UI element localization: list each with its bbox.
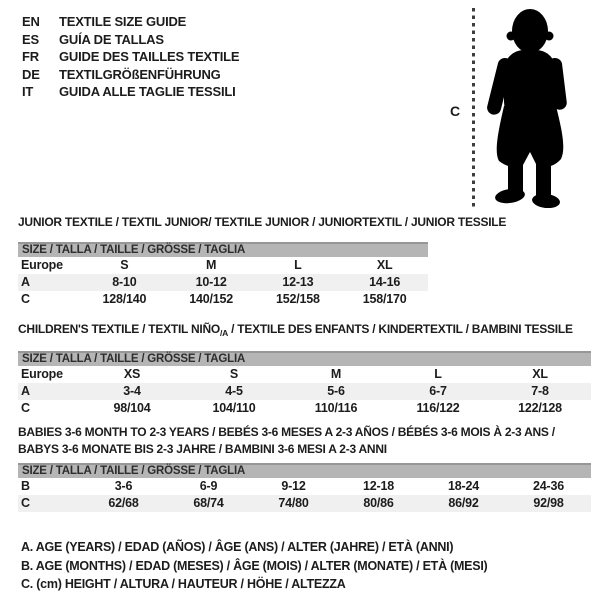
children-size-table xyxy=(18,351,591,417)
table-cell: 4-5 xyxy=(225,384,243,398)
toddler-silhouette-icon xyxy=(484,6,586,208)
language-row-es xyxy=(22,31,239,49)
section-title-text: CHILDREN'S TEXTILE / TEXTIL NIÑO xyxy=(18,322,220,336)
table-cell: 7-8 xyxy=(531,384,549,398)
section-title-babies xyxy=(18,424,555,458)
table-cell: 80/86 xyxy=(363,496,394,510)
table-cell: 116/122 xyxy=(416,401,460,415)
table-row-europe xyxy=(18,257,428,274)
table-cell: M xyxy=(206,258,217,272)
table-cell: 3-4 xyxy=(123,384,141,398)
row-label: C xyxy=(21,292,30,306)
language-title: GUIDA ALLE TAGLIE TESSILI xyxy=(59,84,236,100)
language-code: EN xyxy=(22,14,40,30)
table-row-europe xyxy=(18,366,591,383)
table-cell: 122/128 xyxy=(518,401,562,415)
row-label: A xyxy=(21,275,30,289)
table-cell: 18-24 xyxy=(448,479,479,493)
row-label: Europe xyxy=(21,367,63,381)
language-row-it xyxy=(22,83,239,101)
legend-item-a: A. AGE (YEARS) / EDAD (AÑOS) / ÂGE (ANS) / ALTER (JAHRE) / ETÀ (ANNI) xyxy=(21,540,454,554)
table-cell: 158/170 xyxy=(362,292,407,306)
row-label: C xyxy=(21,401,30,415)
table-cell: 86/92 xyxy=(448,496,479,510)
section-title-line2: BABYS 3-6 MONATE BIS 2-3 JAHRE / BAMBINI 3-6 MESI A 2-3 ANNI xyxy=(18,442,387,456)
table-cell: L xyxy=(434,367,442,381)
language-code: FR xyxy=(22,49,39,65)
language-title: GUIDE DES TAILLES TEXTILE xyxy=(59,49,240,65)
table-header: SIZE / TALLA / TAILLE / GRÖSSE / TAGLIA xyxy=(18,242,428,257)
table-cell: M xyxy=(330,367,342,381)
legend-item-b: B. AGE (MONTHS) / EDAD (MESES) / ÂGE (MOIS) / ALTER (MONATE) / ETÀ (MESI) xyxy=(21,558,488,573)
table-cell: 92/98 xyxy=(533,496,564,510)
language-row-en xyxy=(22,13,239,31)
table-cell: 6-9 xyxy=(199,479,218,493)
height-dotted-line-icon xyxy=(472,8,475,208)
legend-item-c: C. (cm) HEIGHT / ALTURA / HAUTEUR / HÖHE / ALTEZZA xyxy=(21,577,346,591)
table-cell: 8-10 xyxy=(112,275,137,289)
section-title-line1: BABIES 3-6 MONTH TO 2-3 YEARS / BEBÉS 3-6 MESES A 2-3 AÑOS / BÉBÉS 3-6 MOIS À 2-3 ANS / xyxy=(18,425,555,439)
table-cell: 24-36 xyxy=(533,479,564,493)
table-cell: 110/116 xyxy=(314,401,358,415)
row-label: A xyxy=(21,384,30,398)
measure-legend xyxy=(21,538,487,594)
table-cell: 128/140 xyxy=(102,292,147,306)
section-title-subscript: /A xyxy=(219,327,228,338)
table-cell: XS xyxy=(123,367,141,381)
table-cell: 98/104 xyxy=(113,401,151,415)
table-cell: 152/158 xyxy=(275,292,320,306)
table-row-c xyxy=(18,291,428,308)
language-title: GUÍA DE TALLAS xyxy=(59,31,164,47)
table-cell: 10-12 xyxy=(195,275,227,289)
language-title: TEXTILGRÖßENFÜHRUNG xyxy=(59,66,221,82)
table-cell: 6-7 xyxy=(429,384,447,398)
table-cell: 14-16 xyxy=(369,275,401,289)
language-title: TEXTILE SIZE GUIDE xyxy=(59,14,187,30)
section-title-children xyxy=(18,322,573,336)
table-cell: 74/80 xyxy=(278,496,309,510)
section-title-text: / TEXTILE DES ENFANTS / KINDERTEXTIL / BAMBINI TESSILE xyxy=(227,322,573,336)
table-row-a xyxy=(18,383,591,400)
language-list xyxy=(22,13,239,101)
babies-size-table xyxy=(18,463,591,512)
table-header: SIZE / TALLA / TAILLE / GRÖSSE / TAGLIA xyxy=(18,351,591,366)
table-cell: 62/68 xyxy=(108,496,139,510)
row-label: Europe xyxy=(21,258,63,272)
table-cell: 9-12 xyxy=(281,479,306,493)
table-cell: 12-18 xyxy=(363,479,394,493)
height-measure-label-c: C xyxy=(450,103,461,119)
section-title-junior: JUNIOR TEXTILE / TEXTIL JUNIOR/ TEXTILE JUNIOR / JUNIORTEXTIL / JUNIOR TESSILE xyxy=(18,215,507,229)
table-cell: 68/74 xyxy=(193,496,224,510)
table-cell: 3-6 xyxy=(114,479,133,493)
table-cell: XL xyxy=(376,258,393,272)
row-label: B xyxy=(21,479,30,493)
table-cell: XL xyxy=(532,367,548,381)
table-row-b xyxy=(18,478,591,495)
language-code: IT xyxy=(22,84,34,100)
table-cell: S xyxy=(229,367,239,381)
language-code: DE xyxy=(22,66,40,82)
table-row-c xyxy=(18,400,591,417)
table-row-a xyxy=(18,274,428,291)
table-cell: S xyxy=(120,258,129,272)
table-cell: L xyxy=(294,258,302,272)
row-label: C xyxy=(21,496,30,510)
table-cell: 5-6 xyxy=(327,384,345,398)
table-row-c xyxy=(18,495,591,512)
table-header: SIZE / TALLA / TAILLE / GRÖSSE / TAGLIA xyxy=(18,463,591,478)
junior-size-table xyxy=(18,242,428,308)
table-cell: 140/152 xyxy=(189,292,234,306)
language-row-fr xyxy=(22,48,239,66)
language-row-de xyxy=(22,66,239,84)
language-code: ES xyxy=(22,31,39,47)
table-cell: 12-13 xyxy=(282,275,314,289)
table-cell: 104/110 xyxy=(212,401,256,415)
